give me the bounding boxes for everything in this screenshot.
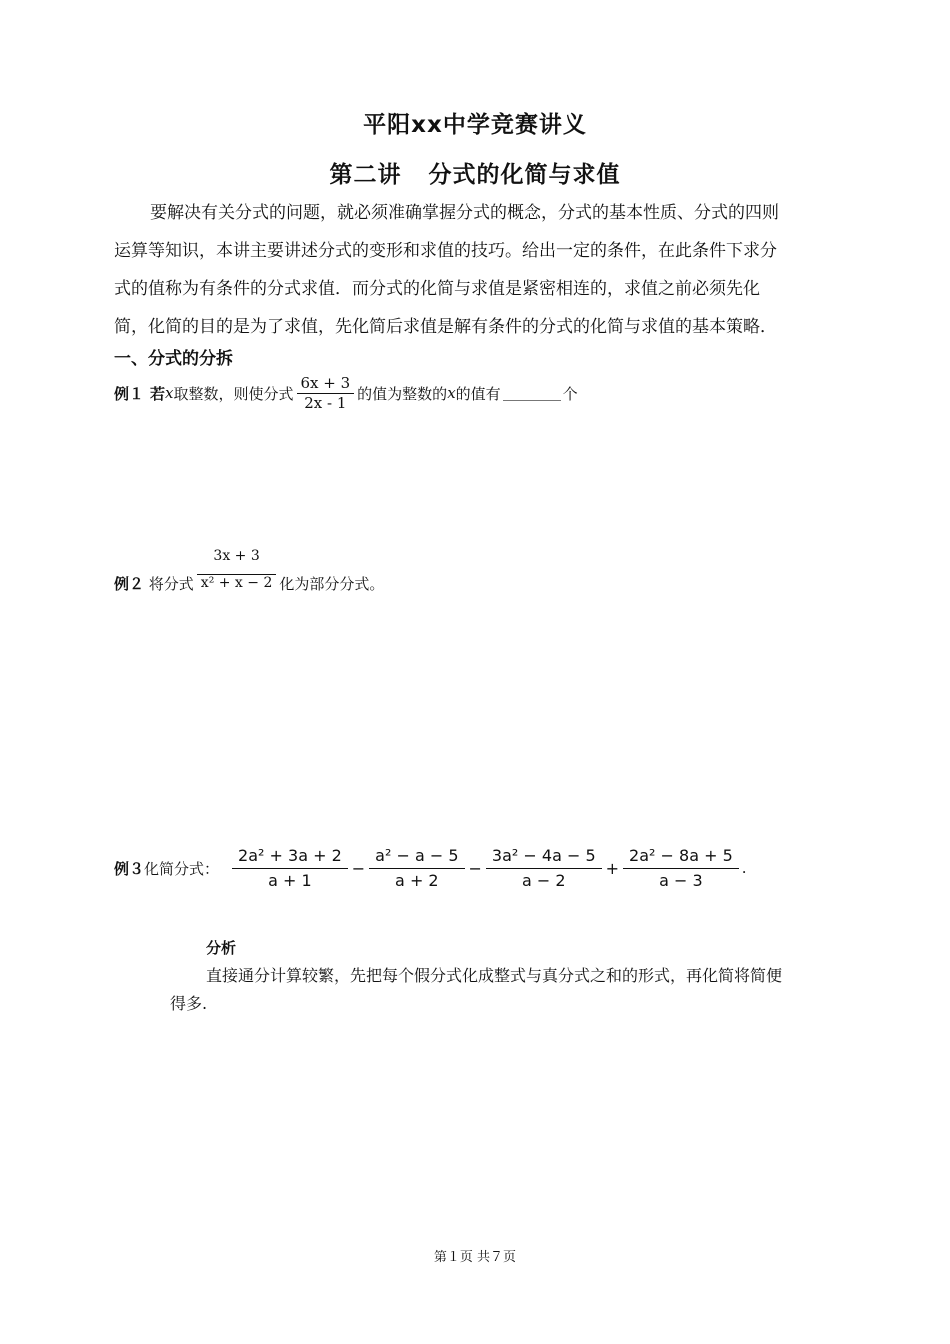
end-period: . [741, 859, 747, 877]
lecture-title: 第二讲 分式的化简与求值 [329, 162, 621, 188]
fraction [623, 844, 739, 893]
analysis-line [170, 934, 838, 990]
example-text: 取整数，则使分式 [173, 384, 294, 403]
answer-blank[interactable] [503, 386, 561, 401]
example-1 [114, 368, 578, 418]
page-footer: 第１页 共７页 [433, 1250, 517, 1265]
example-label: 例３ [114, 859, 145, 878]
analysis-paragraph [170, 934, 838, 1018]
analysis-line: 得多. [170, 994, 208, 1013]
example-prefix: 若 [150, 384, 166, 403]
variable-x: x [165, 384, 174, 402]
example-3 [114, 840, 747, 896]
intro-line: 要解决有关分式的问题，就必须准确掌握分式的概念，分式的基本性质、分式的四则 [150, 203, 779, 223]
fraction-denominator: 2x - 1 [304, 393, 347, 412]
school-title: 平阳xx中学竞赛讲义 [363, 112, 587, 138]
fraction-denominator: a − 2 [522, 870, 566, 890]
fraction-numerator: 2a² + 3a + 2 [238, 845, 342, 865]
fraction [197, 548, 277, 592]
section-heading: 一、分式的分拆 [114, 349, 233, 369]
fraction-numerator: 3x + 3 [213, 548, 260, 564]
intro-line: 运算等知识，本讲主要讲述分式的变形和求值的技巧。给出一定的条件，在此条件下求分 [114, 241, 777, 261]
example-text: 化简分式： [144, 859, 220, 878]
operator: + [605, 858, 620, 878]
fraction-denominator: a − 3 [659, 870, 703, 890]
example-2 [114, 540, 384, 600]
example-text: 将分式 [144, 575, 194, 593]
fraction [369, 844, 464, 893]
fraction-numerator: 6x + 3 [300, 373, 351, 392]
analysis-text: 直接通分计算较繁，先把每个假分式化成整式与真分式之和的形式，再化简将简便 [206, 966, 783, 985]
fraction-numerator: 2a² − 8a + 5 [629, 845, 733, 865]
operator: − [351, 858, 366, 878]
example-text: 的值为整数的 [357, 384, 448, 403]
fraction [486, 844, 602, 893]
example-label: 例２ [114, 575, 145, 593]
fraction-numerator: a² − a − 5 [375, 845, 459, 865]
variable-x: x [447, 384, 456, 402]
example-label: 例１ [114, 384, 145, 403]
fraction [232, 844, 348, 893]
fraction [297, 374, 355, 413]
fraction-denominator: a + 1 [268, 870, 312, 890]
intro-line: 简，化简的目的是为了求值，先化简后求值是解有条件的分式的化简与求值的基本策略． [114, 317, 777, 337]
example-suffix: 个 [562, 384, 578, 403]
analysis-label: 分析 [206, 939, 237, 957]
example-suffix: 化为部分分式。 [279, 575, 385, 593]
intro-line: 式的值称为有条件的分式求值．而分式的化简与求值是紧密相连的，求值之前必须先化 [114, 279, 760, 299]
operator: − [468, 858, 482, 878]
fraction-denominator: x² + x − 2 [200, 574, 273, 591]
fraction-numerator: 3a² − 4a − 5 [491, 845, 596, 865]
fraction-denominator: a + 2 [395, 870, 439, 890]
example-text: 的值有 [455, 384, 501, 403]
intro-paragraph [114, 194, 838, 346]
